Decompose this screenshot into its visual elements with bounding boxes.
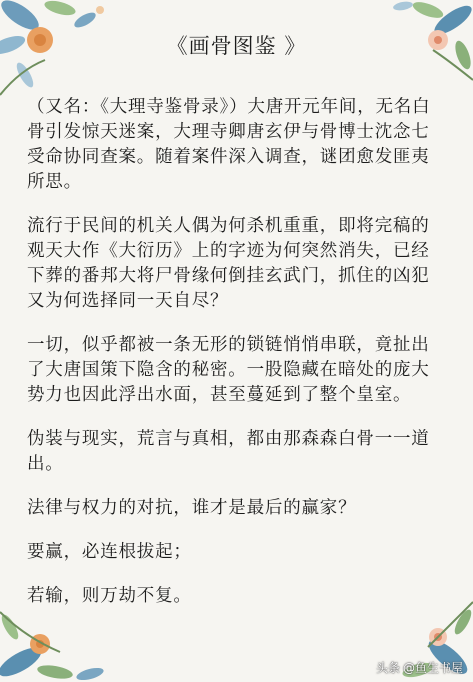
watermark-brand: 头条 — [375, 661, 400, 675]
synopsis-body — [27, 95, 447, 628]
synopsis-paragraph: 伪装与现实，荒言与真相，都由那森森白骨一一道出。 — [27, 429, 430, 474]
page-title: 《画骨图鉴 》 — [166, 34, 307, 58]
synopsis-paragraph: （又名：《大理寺鉴骨录》）大唐开元年间，无名白骨引发惊天迷案，大理寺卿唐玄伊与骨博士沈念七受命协同查案。随着案件深入调查，谜团愈发匪夷所思。 — [27, 97, 431, 192]
watermark — [376, 659, 463, 676]
synopsis-paragraph: 若输，则万劫不复。 — [27, 586, 192, 606]
synopsis-paragraph: 要赢，必连根拔起； — [27, 542, 192, 562]
watermark-handle: @鱼生书屋 — [402, 661, 463, 675]
synopsis-paragraph: 流行于民间的机关人偶为何杀机重重，即将完稿的观天大作《大衍历》上的字迹为何突然消失，已经下葬的番邦大将尸骨缘何倒挂玄武门，抓住的凶犯又为何选择同一天自尽？ — [27, 216, 430, 311]
synopsis-paragraph: 一切，似乎都被一条无形的锁链悄悄串联，竟扯出了大唐国策下隐含的秘密。一股隐藏在暗处的庞大势力也因此浮出水面，甚至蔓延到了整个皇室。 — [27, 335, 430, 405]
synopsis-paragraph: 法律与权力的对抗，谁才是最后的赢家？ — [27, 498, 357, 518]
